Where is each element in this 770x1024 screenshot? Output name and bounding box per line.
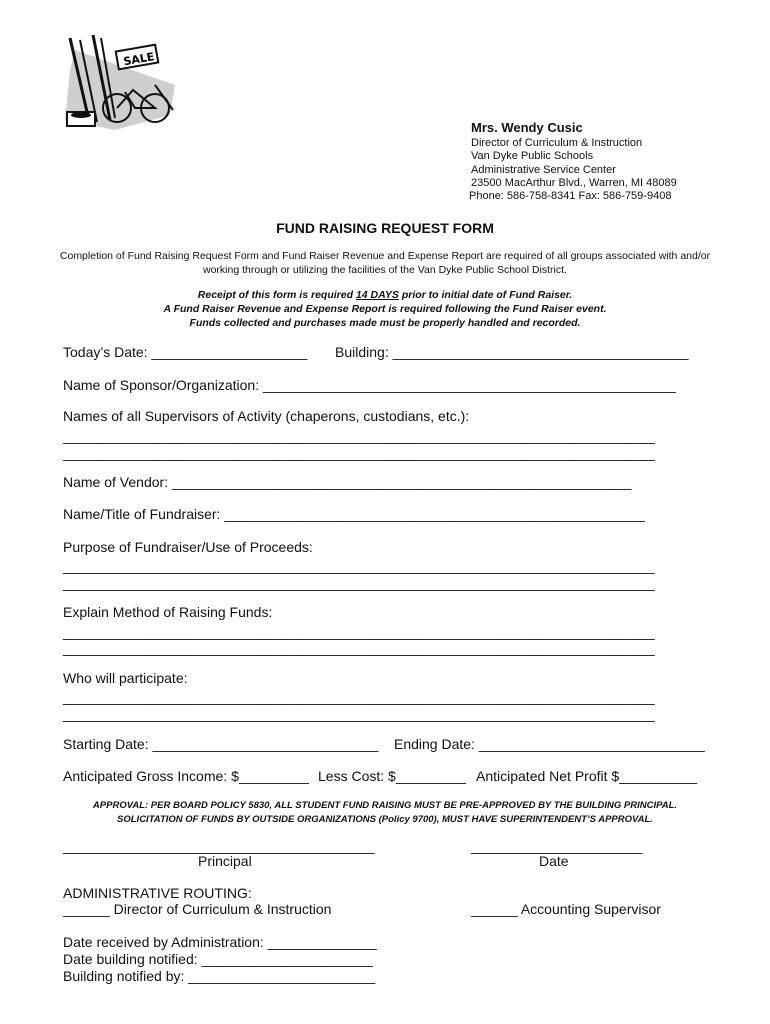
less-cost-field[interactable]: Less Cost: $_________	[318, 768, 466, 784]
supervisors-line-1[interactable]: _______________________________________________________________________________	[63, 428, 655, 444]
date-label: Date	[539, 853, 569, 869]
purpose-label: Purpose of Fundraiser/Use of Proceeds:	[63, 539, 313, 555]
gross-income-field[interactable]: Anticipated Gross Income: $_________	[63, 768, 309, 784]
approval-notice	[40, 799, 730, 827]
date-received-field[interactable]: Date received by Administration: ______________	[63, 934, 377, 950]
purpose-line-2[interactable]: _______________________________________________________________________________	[63, 575, 655, 591]
approval-line-1: APPROVAL: PER BOARD POLICY 5830, ALL STUDENT FUND RAISING MUST BE PRE-APPROVED BY THE BUILDING PRINCIPAL.	[92, 800, 678, 811]
date-signature-line[interactable]: ______________________	[471, 838, 643, 854]
building-notified-field[interactable]: Date building notified: ______________________	[63, 951, 373, 967]
notice-line-1: Receipt of this form is required 14 DAYS prior to initial date of Fund Raiser.	[197, 289, 573, 301]
principal-signature-line[interactable]: ________________________________________	[63, 838, 375, 854]
contact-title: Director of Curriculum & Instruction	[471, 137, 643, 149]
method-label: Explain Method of Raising Funds:	[63, 604, 273, 620]
sale-clipart-logo	[55, 30, 180, 140]
building-field[interactable]: Building: ______________________________________	[335, 344, 689, 360]
vendor-field[interactable]: Name of Vendor: ___________________________________________________________	[63, 474, 632, 490]
participants-line-2[interactable]: _______________________________________________________________________________	[63, 706, 655, 722]
method-line-2[interactable]: _______________________________________________________________________________	[63, 640, 655, 656]
form-notice	[55, 288, 715, 330]
supervisors-line-2[interactable]: _______________________________________________________________________________	[63, 445, 655, 461]
routing-director[interactable]: ______ Director of Curriculum & Instruction	[63, 901, 332, 917]
purpose-line-1[interactable]: _______________________________________________________________________________	[63, 558, 655, 574]
routing-heading: ADMINISTRATIVE ROUTING:	[63, 885, 252, 901]
participants-label: Who will participate:	[63, 670, 188, 686]
building-notified-by-field[interactable]: Building notified by: ________________________	[63, 968, 376, 984]
contact-address: 23500 MacArthur Blvd., Warren, MI 48089	[468, 177, 677, 189]
fundraiser-title-field[interactable]: Name/Title of Fundraiser: ______________________________________________________	[63, 506, 645, 522]
notice-line-3: Funds collected and purchases made must be properly handled and recorded.	[189, 317, 581, 329]
principal-label: Principal	[198, 853, 252, 869]
method-line-1[interactable]: _______________________________________________________________________________	[63, 624, 655, 640]
ending-date-field[interactable]: Ending Date: _____________________________	[394, 736, 705, 752]
record-disc	[71, 112, 91, 118]
notice-line-2: A Fund Raiser Revenue and Expense Report is required following the Fund Raiser event.	[163, 303, 607, 315]
form-title: FUND RAISING REQUEST FORM	[276, 220, 494, 236]
contact-phone: Phone: 586-758-8341 Fax: 586-759-9408	[469, 190, 672, 202]
contact-school: Van Dyke Public Schools	[471, 150, 594, 162]
todays-date-field[interactable]: Today’s Date: ____________________	[63, 344, 308, 360]
net-profit-field[interactable]: Anticipated Net Profit $__________	[476, 768, 698, 784]
sale-sign-text: SALE	[122, 50, 156, 69]
participants-line-1[interactable]: _______________________________________________________________________________	[63, 689, 655, 705]
starting-date-field[interactable]: Starting Date: _____________________________	[63, 736, 379, 752]
contact-name: Mrs. Wendy Cusic	[471, 120, 583, 135]
routing-accounting[interactable]: ______ Accounting Supervisor	[471, 901, 661, 917]
contact-center: Administrative Service Center	[471, 164, 616, 176]
form-intro: Completion of Fund Raising Request Form and Fund Raiser Revenue and Expense Report are required of all groups associated with and/or working through or utilizing the facilities of the Van Dyke Public School District.	[59, 250, 711, 276]
supervisors-label: Names of all Supervisors of Activity (chaperons, custodians, etc.):	[63, 408, 470, 424]
notice-days: 14 DAYS	[355, 289, 399, 301]
approval-line-2: SOLICITATION OF FUNDS BY OUTSIDE ORGANIZATIONS (Policy 9700), MUST HAVE SUPERINTENDENT’S APPROVAL.	[117, 814, 653, 825]
sponsor-field[interactable]: Name of Sponsor/Organization: _____________________________________________________	[63, 377, 676, 393]
